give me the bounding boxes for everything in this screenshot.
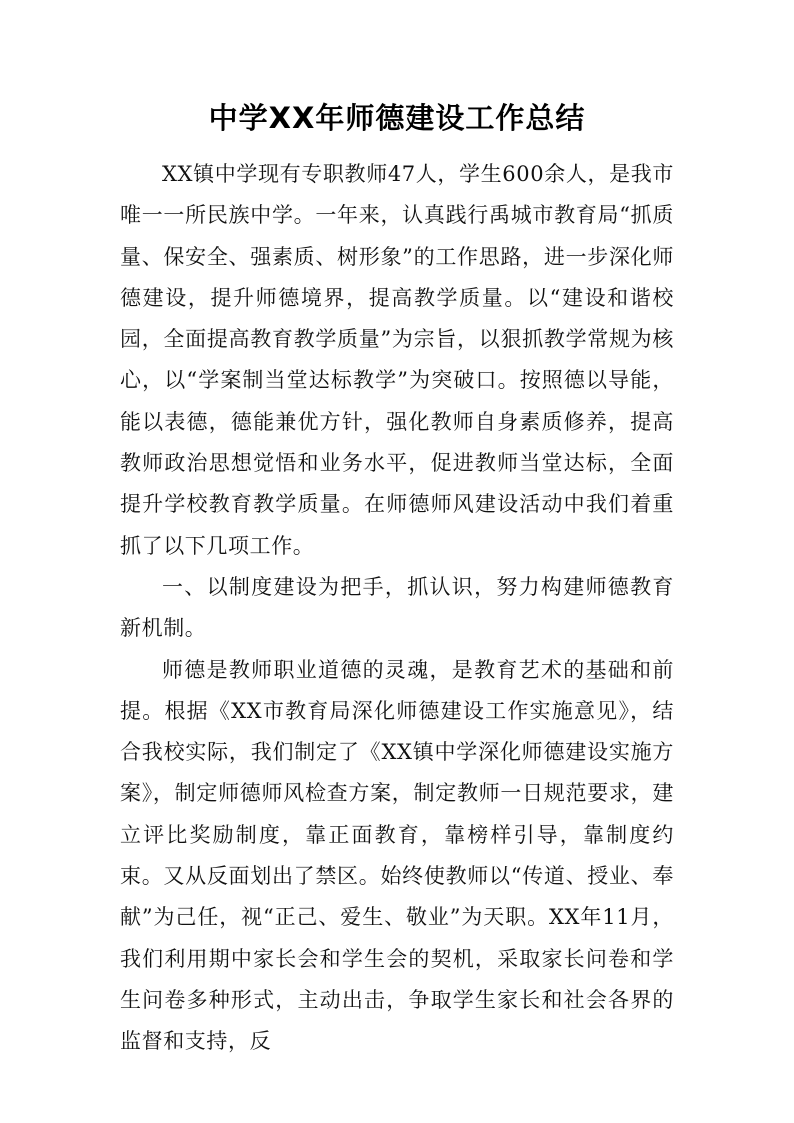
paragraph-intro: XX镇中学现有专职教师47人，学生600余人，是我市唯一一所民族中学。一年来，认真践行禹城市教育局“抓质量、保安全、强素质、树形象”的工作思路，进一步深化师德建设，提升师德境界，提高教学质量。以“建设和谐校园，全面提高教育教学质量”为宗旨，以狠抓教学常规为核心，以“学案制当堂达标教学”为突破口。按照德以导能，能以表德，德能兼优方针，强化教师自身素质修养，提高教师政治思想觉悟和业务水平，促进教师当堂达标，全面提升学校教育教学质量。在师德师风建设活动中我们着重抓了以下几项工作。 <box>120 162 674 558</box>
document-body <box>120 154 674 1063</box>
paragraph-section-1: 师德是教师职业道德的灵魂，是教育艺术的基础和前提。根据《XX市教育局深化师德建设工作实施意见》，结合我校实际，我们制定了《XX镇中学深化师德建设实施方案》，制定师德师风检查方案，制定教师一日规范要求，建立评比奖励制度，靠正面教育，靠榜样引导，靠制度约束。又从反面划出了禁区。始终使教师以“传道、授业、奉献”为己任，视“正己、爱生、敬业”为天职。XX年11月，我们利用期中家长会和学生会的契机，采取家长问卷和学生问卷多种形式，主动出击，争取学生家长和社会各界的监督和支持，反 <box>120 657 674 1054</box>
section-heading-1: 一、以制度建设为把手，抓认识，努力构建师德教育新机制。 <box>120 574 674 641</box>
document-title: 中学XX年师德建设工作总结 <box>208 101 586 135</box>
